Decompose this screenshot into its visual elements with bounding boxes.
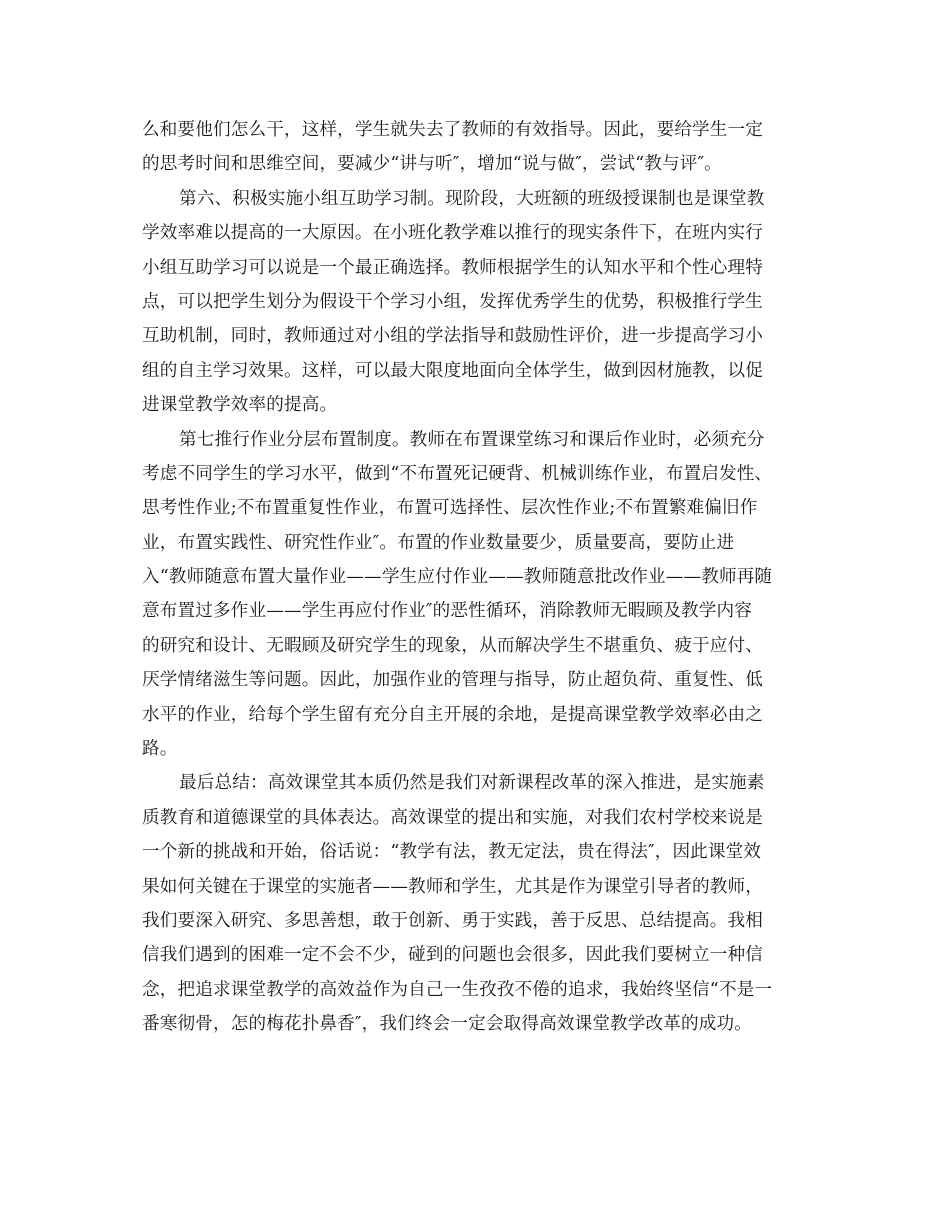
text-line: 的思考时间和思维空间，要减少“讲与听″，增加“说与做″，尝试“教与评″。 — [142, 154, 722, 175]
text-line: 学效率难以提高的一大原因。在小班化教学难以推行的现实条件下，在班内实行 — [142, 223, 764, 244]
document-body — [142, 113, 810, 1042]
text-line: 么和要他们怎么干，这样，学生就失去了教师的有效指导。因此，要给学生一定 — [142, 120, 764, 140]
text-line: 小组互助学习可以说是一个最正确选择。教师根据学生的认知水平和个性心理特 — [142, 257, 764, 278]
paragraph-point-seven — [142, 423, 810, 767]
text-line: 果如何关键在于课堂的实施者——教师和学生，尤其是作为课堂引导者的教师， — [142, 876, 764, 897]
text-line: 一个新的挑战和开始，俗话说：“教学有法，教无定法，贵在得法″，因此课堂效 — [142, 842, 762, 863]
text-line: 我们要深入研究、多思善想，敢于创新、勇于实践，善于反思、总结提高。我相 — [142, 910, 764, 931]
text-line: 最后总结：高效课堂其本质仍然是我们对新课程改革的深入推进，是实施素 — [179, 773, 765, 794]
text-line: 入“教师随意布置大量作业——学生应付作业——教师随意批改作业——教师再随 — [142, 567, 773, 588]
paragraph-conclusion — [142, 766, 810, 1041]
text-line: 业，布置实践性、研究性作业″。布置的作业数量要少，质量要高，要防止进 — [142, 532, 735, 553]
text-line: 组的自主学习效果。这样，可以最大限度地面向全体学生，做到因材施教，以促 — [142, 360, 764, 381]
text-line: 进课堂教学效率的提高。 — [142, 395, 338, 416]
text-line: 思考性作业;不布置重复性作业，布置可选择性、层次性作业;不布置繁难偏旧作 — [142, 498, 758, 519]
text-line: 意布置过多作业——学生再应付作业″的恶性循环，消除教师无暇顾及教学内容 — [142, 601, 753, 622]
text-line: 水平的作业，给每个学生留有充分自主开展的余地，是提高课堂教学效率必由之 — [142, 704, 764, 725]
text-line: 第六、积极实施小组互助学习制。现阶段，大班额的班级授课制也是课堂教 — [179, 188, 765, 209]
text-line: 考虑不同学生的学习水平，做到“不布置死记硬背、机械训练作业，布置启发性、 — [142, 463, 773, 484]
text-line: 路。 — [142, 739, 178, 760]
text-line: 念，把追求课堂教学的高效益作为自己一生孜孜不倦的追求，我始终坚信“不是一 — [142, 979, 773, 1000]
text-line: 番寒彻骨，怎的梅花扑鼻香″，我们终会一定会取得高效课堂教学改革的成功。 — [142, 1014, 753, 1035]
text-line: 的研究和设计、无暇顾及研究学生的现象，从而解决学生不堪重负、疲于应付、 — [142, 635, 764, 656]
text-line: 信我们遇到的困难一定不会不少，碰到的问题也会很多，因此我们要树立一种信 — [142, 945, 764, 966]
text-line: 质教育和道德课堂的具体表达。高效课堂的提出和实施，对我们农村学校来说是 — [142, 807, 764, 828]
text-line: 互助机制，同时，教师通过对小组的学法指导和鼓励性评价，进一步提高学习小 — [142, 326, 764, 347]
text-line: 点，可以把学生划分为假设干个学习小组，发挥优秀学生的优势，积极推行学生 — [142, 291, 764, 312]
paragraph-point-six — [142, 182, 810, 423]
text-line: 厌学情绪滋生等问题。因此，加强作业的管理与指导，防止超负荷、重复性、低 — [142, 670, 764, 691]
paragraph-intro-continued — [142, 113, 810, 182]
text-line: 第七推行作业分层布置制度。教师在布置课堂练习和课后作业时，必须充分 — [179, 429, 765, 450]
